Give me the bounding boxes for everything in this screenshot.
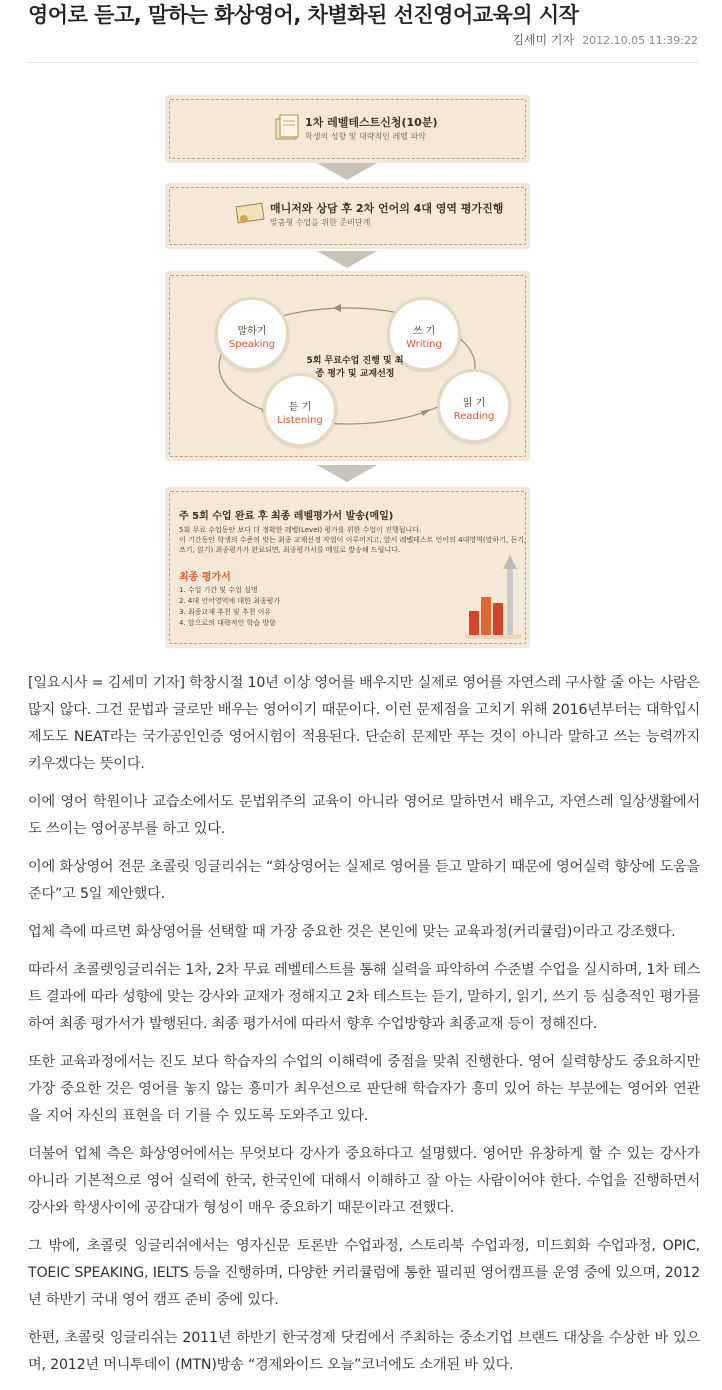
writing-label: 쓰 기	[412, 326, 436, 337]
final-report-item: 4. 앞으로의 대략적인 학습 방향	[179, 619, 276, 627]
speaking-circle	[215, 297, 289, 371]
step4-panel	[165, 487, 530, 648]
article-paragraph: 이에 영어 학원이나 교습소에서도 문법위주의 교육이 아니라 영어로 말하면서 배우고, 자연스레 일상생활에서도 쓰이는 영어공부를 하고 있다.	[28, 794, 700, 837]
speaking-label: 말하기	[237, 326, 267, 337]
publish-date: 2012.10.05 11:39:22	[582, 34, 698, 47]
listening-label: 듣 기	[288, 402, 312, 413]
final-report-item: 1. 수업 기간 및 수업 설명	[179, 586, 258, 594]
step2-title: 매니저와 상담 후 2차 언어의 4대 영역 평가진행	[270, 202, 504, 215]
down-arrow-icon	[317, 251, 377, 268]
article-paragraph: 따라서 초콜렛잉글리쉬는 1차, 2차 무료 레벨테스트를 통해 실력을 파악하여 수준별 수업을 실시하며, 1차 테스트 결과에 따라 성향에 맞는 강사와 교재가 정해지고 2차 테스트는 듣기, 말하기, 읽기, 쓰기 등 심층적인 평가를 하여 최종 평가서가 발행된다. 최종 평가서에 따라서 향후 수업방향과 최종교재 등이 정해진다.	[28, 962, 700, 1032]
article-paragraph: 더불어 업체 측은 화상영어에서는 무엇보다 강사가 중요하다고 설명했다. 영어만 유창하게 할 수 있는 강사가 아니라 기본적으로 영어 실력에 한국, 한국인에 대해서 이해하고 잘 아는 사람이어야 한다. 수업을 진행하면서 강사와 학생사이에 공감대가 형성이 매우 중요하기 때문이라고 전했다.	[28, 1146, 700, 1216]
step4-desc: 쓰기, 읽기) 최종평가가 완료되면, 최종평가서를 메일로 발송해 드립니다.	[179, 546, 401, 554]
header-divider	[28, 62, 698, 63]
article-header	[28, 0, 700, 47]
cycle-center-text: 5회 무료수업 진행 및 최종 평가 및 교재선정	[306, 356, 404, 379]
down-arrow-icon	[317, 465, 377, 482]
article-paragraph: 또한 교육과정에서는 진도 보다 학습자의 수업의 이해력에 중점을 맞춰 진행한다. 영어 실력향상도 중요하지만 가장 중요한 것은 영어를 놓지 않는 흥미가 최우선으로 판단해 학습자가 흥미 있어 하는 부분에는 영어와 연관을 지어 자신의 표현을 더 기를 수 있도록 도와주고 있다.	[28, 1054, 700, 1124]
step1-panel	[165, 95, 530, 163]
step2-panel	[165, 183, 530, 249]
final-report-item: 2. 4대 언어영역에 대한 최종평가	[179, 597, 281, 605]
writing-label-en: Writing	[406, 339, 442, 350]
reading-label: 읽 기	[462, 398, 486, 409]
article-paragraph: 업체 측에 따르면 화상영어를 선택할 때 가장 중요한 것은 본인에 맞는 교육과정(커리큘럼)이라고 강조했다.	[28, 924, 676, 940]
down-arrow-icon	[317, 163, 377, 180]
listening-circle	[263, 373, 337, 447]
author-name: 김세미 기자	[512, 33, 575, 47]
reading-label-en: Reading	[453, 411, 495, 422]
step4-desc: 5회 무료 수업동안 보다 더 정확한 레벨(Level) 평가를 위한 수업이 진행됩니다.	[179, 526, 422, 534]
step4-title: 주 5회 수업 완료 후 최종 레벨평가서 발송(메일)	[179, 511, 394, 522]
final-report-item: 3. 최종교재 추천 및 추천 이유	[179, 608, 272, 616]
process-infographic	[165, 95, 530, 648]
article-paragraph: 이에 화상영어 전문 초콜릿 잉글리쉬는 “화상영어는 실제로 영어를 듣고 말하기 때문에 영어실력 향상에 도움을 준다”고 5일 제안했다.	[28, 859, 700, 902]
step3-panel	[165, 271, 530, 461]
certificate-icon	[235, 199, 265, 227]
article-paragraph: 그 밖에, 초콜릿 잉글리쉬에서는 영자신문 토론반 수업과정, 스토리북 수업과정, 미드회화 수업과정, OPIC, TOEIC SPEAKING, IELTS 등을 진행하며, 다양한 커리큘럼에 통한 필리핀 영어캠프를 운영 중에 있으며, 2012년 하반기 국내 영어 캠프 준비 중에 있다.	[28, 1238, 700, 1308]
reading-circle	[437, 369, 511, 443]
article-paragraph: [일요시사 = 김세미 기자] 학창시절 10년 이상 영어를 배우지만 실제로 영어를 자연스레 구사할 줄 아는 사람은 많지 않다. 그건 문법과 글로만 배우는 영어이기 때문이다. 이런 문제점을 고치기 위해 2016년부터는 대학입시제도도 NEAT라는 국가공인인증 영어시험이 적용된다. 단순히 문제만 푸는 것이 아니라 말하고 쓰는 능력까지 키우겠다는 뜻이다.	[28, 675, 700, 772]
speaking-label-en: Speaking	[228, 339, 276, 350]
step4-desc: 이 기간동안 학생의 수준의 맞는 최종 교재선정 작업이 이루어지고, 앞서 레벨테스트 언어의 4대영역(말하기, 듣기,	[179, 536, 527, 544]
folder-icon	[275, 113, 301, 141]
article-body	[28, 670, 700, 1390]
article-paragraph: 한편, 초콜릿 잉글리쉬는 2011년 하반기 한국경제 닷컴에서 주최하는 중소기업 브랜드 대상을 수상한 바 있으며, 2012년 머니투데이 (MTN)방송 “경제와이드 오늘”코너에도 소개된 바 있다.	[28, 1330, 700, 1373]
step1-title: 1차 레벨테스트신청(10분)	[305, 116, 438, 129]
listening-label-en: Listening	[277, 415, 323, 426]
final-report-heading: 최종 평가서	[179, 572, 231, 583]
article-meta	[512, 31, 698, 48]
article-title: 영어로 듣고, 말하는 화상영어, 차별화된 선진영어교육의 시작	[28, 3, 579, 27]
bar-chart-illustration-icon	[463, 553, 523, 643]
step1-subtitle: 학생의 성향 및 대략적인 레벨 파악	[305, 132, 426, 141]
step2-subtitle: 맞춤형 수업을 위한 준비단계	[270, 218, 371, 227]
